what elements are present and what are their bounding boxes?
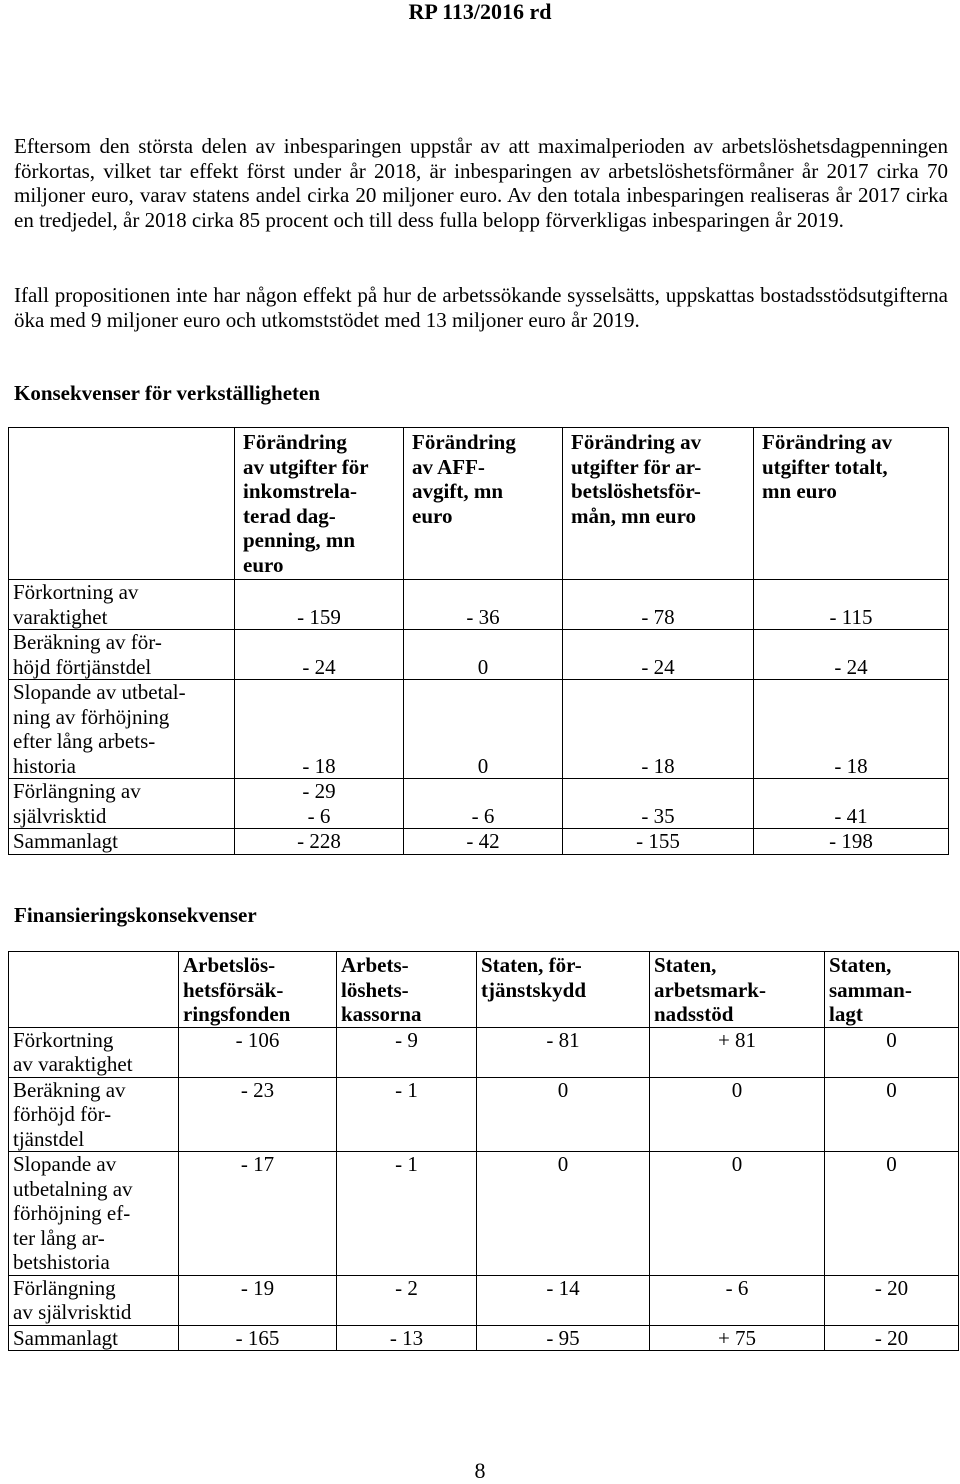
table-cell: - 36	[404, 580, 563, 630]
table-cell: 0	[404, 630, 563, 680]
table-row	[9, 630, 949, 680]
table-cell: - 228	[235, 829, 404, 855]
table-cell: 0	[825, 1152, 959, 1276]
table-header-cell: Arbets- löshets- kassorna	[337, 952, 477, 1028]
table-header-cell: Staten, samman- lagt	[825, 952, 959, 1028]
row-label: Förkortning av varaktighet	[9, 1027, 179, 1077]
table-header-row	[9, 952, 959, 1028]
row-label: Sammanlagt	[9, 829, 235, 855]
table-cell: - 78	[563, 580, 754, 630]
table-header-cell	[9, 428, 235, 580]
row-label: Förlängning av självrisktid	[9, 779, 235, 829]
financing-table	[8, 951, 959, 1351]
table-cell: - 106	[179, 1027, 337, 1077]
table-cell: 0	[477, 1077, 650, 1152]
table-cell: - 13	[337, 1325, 477, 1351]
table-row	[9, 580, 949, 630]
table-header-cell: Förändring av utgifter totalt, mn euro	[754, 428, 949, 580]
table-cell: - 6	[650, 1275, 825, 1325]
table-cell: - 18	[235, 680, 404, 779]
table-cell: - 9	[337, 1027, 477, 1077]
table-cell: - 24	[563, 630, 754, 680]
table-cell: - 159	[235, 580, 404, 630]
table-cell: + 75	[650, 1325, 825, 1351]
table-cell: - 20	[825, 1325, 959, 1351]
table-cell: - 24	[235, 630, 404, 680]
table-cell: - 18	[563, 680, 754, 779]
table-header-cell: Arbetslös- hetsförsäk- ringsfonden	[179, 952, 337, 1028]
table-header-row	[9, 428, 949, 580]
paragraph-savings: Eftersom den största delen av inbesparingen uppstår av att maximalperioden av arbetslöshetsdagpenningen förkortas, vilket tar effekt först under år 2018, är inbesparingen av arbetslöshetsförmåner år 2017 cirka 70 miljoner euro, varav statens andel cirka 20 miljoner euro. Av den totala inbesparingen realiseras år 2017 cirka en tredjedel, år 2018 cirka 85 procent och till dess fulla belopp förverkligas inbesparingen år 2019.	[14, 134, 948, 232]
table-cell: - 165	[179, 1325, 337, 1351]
section-heading-financing: Finansieringskonsekvenser	[14, 903, 257, 927]
table-row	[9, 1152, 959, 1276]
table-cell: 0	[825, 1027, 959, 1077]
table-cell: - 20	[825, 1275, 959, 1325]
table-total-row	[9, 1325, 959, 1351]
table-header-cell: Förändring av utgifter för ar- betslöshetsför- mån, mn euro	[563, 428, 754, 580]
table-cell: - 19	[179, 1275, 337, 1325]
table-cell: - 81	[477, 1027, 650, 1077]
table-cell: - 95	[477, 1325, 650, 1351]
table-cell: - 42	[404, 829, 563, 855]
table-cell: - 29 - 6	[235, 779, 404, 829]
section-heading-implementation: Konsekvenser för verkställigheten	[14, 381, 321, 405]
table-cell: 0	[404, 680, 563, 779]
table-cell: - 18	[754, 680, 949, 779]
table-cell: - 1	[337, 1077, 477, 1152]
table-row	[9, 1077, 959, 1152]
table-cell: - 35	[563, 779, 754, 829]
table-row	[9, 680, 949, 779]
table-cell: + 81	[650, 1027, 825, 1077]
page-number: 8	[474, 1458, 486, 1483]
table-cell: 0	[650, 1077, 825, 1152]
row-label: Slopande av utbetal- ning av förhöjning efter lång arbets- historia	[9, 680, 235, 779]
table-cell: - 155	[563, 829, 754, 855]
table-cell: - 2	[337, 1275, 477, 1325]
table-cell: 0	[477, 1152, 650, 1276]
table-header-cell: Förändring av AFF- avgift, mn euro	[404, 428, 563, 580]
table-cell: - 24	[754, 630, 949, 680]
table-cell: - 41	[754, 779, 949, 829]
table-cell: - 23	[179, 1077, 337, 1152]
table-total-row	[9, 829, 949, 855]
table-row	[9, 779, 949, 829]
table-header-cell: Staten, arbetsmark- nadsstöd	[650, 952, 825, 1028]
table-cell: 0	[825, 1077, 959, 1152]
table-cell: - 198	[754, 829, 949, 855]
row-label: Slopande av utbetalning av förhöjning ef- ter lång ar- betshistoria	[9, 1152, 179, 1276]
row-label: Beräkning av förhöjd för- tjänstdel	[9, 1077, 179, 1152]
table-cell: - 1	[337, 1152, 477, 1276]
table-cell: - 115	[754, 580, 949, 630]
table-header-cell: Staten, för- tjänstskydd	[477, 952, 650, 1028]
row-label: Sammanlagt	[9, 1325, 179, 1351]
document-header: RP 113/2016 rd	[408, 0, 552, 24]
row-label: Förlängning av självrisktid	[9, 1275, 179, 1325]
table-header-cell	[9, 952, 179, 1028]
table-cell: - 6	[404, 779, 563, 829]
table-cell: - 17	[179, 1152, 337, 1276]
table-cell: - 14	[477, 1275, 650, 1325]
implementation-table	[8, 427, 949, 855]
table-header-cell: Förändring av utgifter för inkomstrela- terad dag- penning, mn euro	[235, 428, 404, 580]
row-label: Beräkning av för- höjd förtjänstdel	[9, 630, 235, 680]
row-label: Förkortning av varaktighet	[9, 580, 235, 630]
table-cell: 0	[650, 1152, 825, 1276]
table-row	[9, 1275, 959, 1325]
paragraph-housing-support: Ifall propositionen inte har någon effekt på hur de arbetssökande sysselsätts, uppskattas bostadsstödsutgifterna öka med 9 miljoner euro och utkomststödet med 13 miljoner euro år 2019.	[14, 283, 948, 332]
table-row	[9, 1027, 959, 1077]
